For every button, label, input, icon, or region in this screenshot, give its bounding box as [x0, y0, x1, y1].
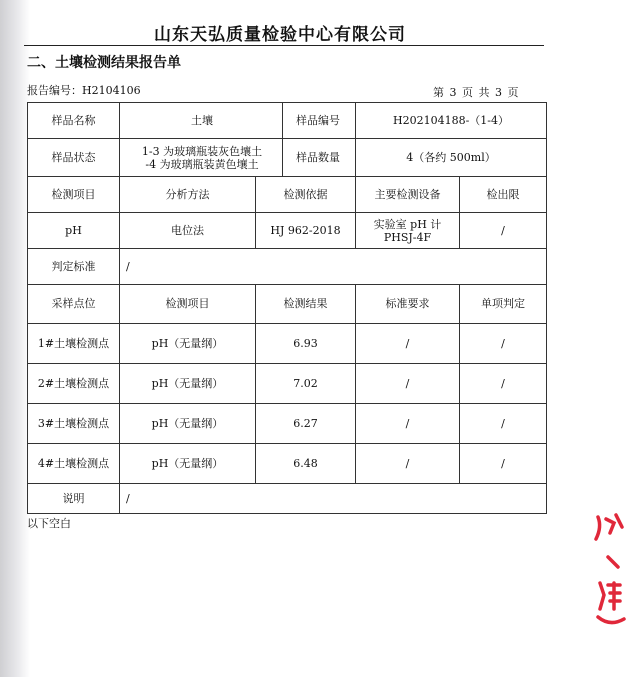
table-row — [28, 364, 547, 404]
sample-name-label: 样品名称 — [28, 103, 120, 139]
method-header-equipment: 主要检测设备 — [356, 177, 460, 213]
report-number: 报告编号：H2104106 — [27, 84, 141, 97]
result-requirement: / — [356, 404, 460, 444]
note-label: 说明 — [28, 484, 120, 514]
results-header-item: 检测项目 — [120, 285, 256, 324]
sample-qty-value: 4（各约 500ml） — [356, 139, 547, 177]
result-judgement: / — [460, 324, 547, 364]
result-value: 6.48 — [256, 444, 356, 484]
results-header-requirement: 标准要求 — [356, 285, 460, 324]
table-row — [28, 324, 547, 364]
result-point: 3#土壤检测点 — [28, 404, 120, 444]
sample-state-row — [28, 139, 547, 177]
method-item: pH — [28, 213, 120, 249]
method-equipment-line2: PHSJ-4F — [383, 230, 432, 244]
sample-code-value: H202104188-（1-4） — [356, 103, 547, 139]
results-header-point: 采样点位 — [28, 285, 120, 324]
title-divider — [24, 45, 544, 46]
sample-state-line2: -4 为玻璃瓶装黄色壤土 — [145, 157, 259, 171]
result-point: 2#土壤检测点 — [28, 364, 120, 404]
page-indicator: 第 3 页 共 3 页 — [433, 86, 519, 99]
result-value: 7.02 — [256, 364, 356, 404]
results-header-row — [28, 285, 547, 324]
table-row — [28, 444, 547, 484]
result-item: pH（无量纲） — [120, 444, 256, 484]
sample-name-row — [28, 103, 547, 139]
report-table — [27, 102, 547, 514]
method-header-basis: 检测依据 — [256, 177, 356, 213]
sample-name-value — [120, 103, 356, 139]
method-header-item: 检测项目 — [28, 177, 120, 213]
result-value: 6.93 — [256, 324, 356, 364]
result-judgement: / — [460, 364, 547, 404]
method-limit: / — [460, 213, 547, 249]
method-analysis: 电位法 — [120, 213, 256, 249]
result-point: 4#土壤检测点 — [28, 444, 120, 484]
method-equipment — [356, 213, 460, 249]
method-row — [28, 213, 547, 249]
method-header-row — [28, 177, 547, 213]
table-row — [28, 404, 547, 444]
method-header-analysis: 分析方法 — [120, 177, 256, 213]
result-judgement: / — [460, 444, 547, 484]
result-requirement: / — [356, 364, 460, 404]
note-row — [28, 484, 547, 514]
result-item: pH（无量纲） — [120, 364, 256, 404]
results-header-result: 检测结果 — [256, 285, 356, 324]
scan-edge-shadow — [0, 0, 30, 677]
standard-row — [28, 249, 547, 285]
result-item: pH（无量纲） — [120, 324, 256, 364]
standard-value: / — [120, 249, 547, 285]
company-name: 山东天弘质量检验中心有限公司 — [154, 25, 406, 45]
sample-state-line1: 1-3 为玻璃瓶装灰色壤土 — [141, 144, 263, 158]
method-header-limit: 检出限 — [460, 177, 547, 213]
result-judgement: / — [460, 404, 547, 444]
result-value: 6.27 — [256, 404, 356, 444]
standard-label: 判定标准 — [28, 249, 120, 285]
result-requirement: / — [356, 324, 460, 364]
note-value: / — [120, 484, 547, 514]
results-header-judgement: 单项判定 — [460, 285, 547, 324]
blank-below-text: 以下空白 — [27, 517, 71, 530]
result-item: pH（无量纲） — [120, 404, 256, 444]
sample-name-text: 土壤 — [191, 113, 213, 127]
sample-code-label: 样品编号 — [282, 103, 353, 139]
sample-state-value — [120, 139, 356, 177]
method-equipment-line1: 实验室 pH 计 — [373, 217, 442, 231]
method-basis: HJ 962-2018 — [256, 213, 356, 249]
sample-state-label: 样品状态 — [28, 139, 120, 177]
result-point: 1#土壤检测点 — [28, 324, 120, 364]
section-title: 二、土壤检测结果报告单 — [27, 55, 181, 71]
seal-stamp-icon — [592, 505, 627, 635]
result-requirement: / — [356, 444, 460, 484]
sample-qty-label: 样品数量 — [282, 139, 353, 176]
